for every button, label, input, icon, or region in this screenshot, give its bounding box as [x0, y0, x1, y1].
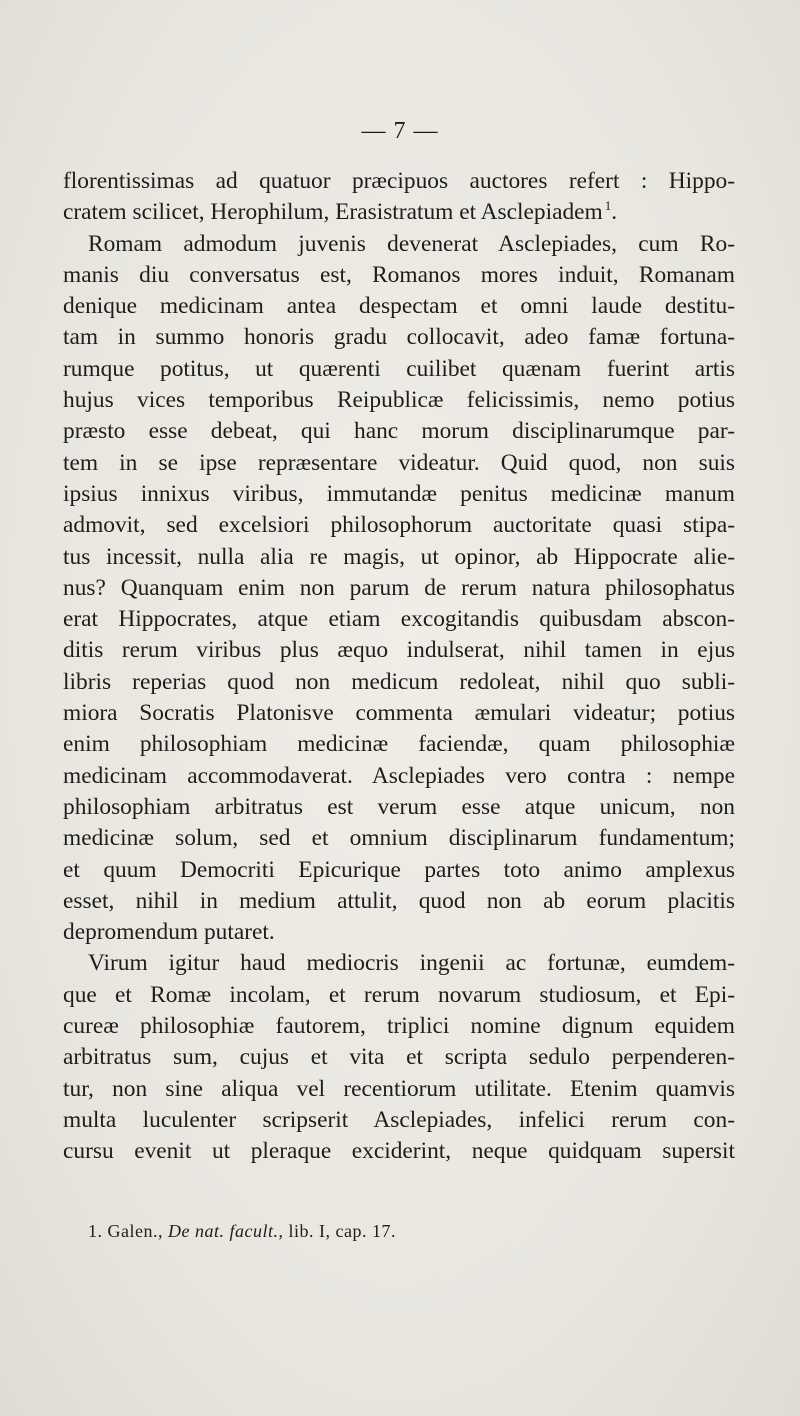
text-line: depromendum putaret. — [63, 919, 275, 946]
text-line: medicinam accommodaverat. Asclepiades vero contra : nempe — [63, 762, 735, 789]
text-line: enim philosophiam medicinæ faciendæ, quam philosophiæ — [63, 731, 735, 758]
text-line: hujus vices temporibus Reipublicæ felicissimis, nemo potius — [63, 387, 735, 414]
text-line: cratem scilicet, Herophilum, Erasistratum et Asclepiadem $^1$. — [63, 198, 618, 226]
text-line: cureæ philosophiæ fautorem, triplici nomine dignum equidem — [63, 1013, 735, 1040]
text-line: medicinæ solum, sed et omnium disciplinarum fundamentum; — [63, 825, 735, 852]
text-line: ipsius innixus viribus, immutandæ penitus medicinæ manum — [63, 480, 735, 507]
footnote — [88, 1221, 396, 1242]
text-line: erat Hippocrates, atque etiam excogitandis quibusdam abscon- — [63, 606, 735, 633]
text-line: ditis rerum viribus plus æquo indulserat, nihil tamen in ejus — [63, 637, 735, 664]
text-line: que et Romæ incolam, et rerum novarum studiosum, et Epi- — [63, 981, 735, 1008]
text-line: Romam admodum juvenis devenerat Asclepiades, cum Ro- — [88, 230, 735, 257]
text-line: tur, non sine aliqua vel recentiorum utilitate. Etenim quamvis — [63, 1075, 735, 1102]
footnote-separator: , — [278, 1221, 284, 1241]
text-line: rumque potitus, ut quærenti cuilibet quænam fuerint artis — [63, 355, 735, 382]
text-line: esset, nihil in medium attulit, quod non ab eorum placitis — [63, 887, 735, 914]
text-line: admovit, sed excelsiori philosophorum auctoritate quasi stipa- — [63, 512, 735, 539]
text-line: florentissimas ad quatuor præcipuos auctores refert : Hippo- — [63, 168, 735, 194]
text-line: denique medicinam antea despectam et omni laude destitu- — [63, 293, 735, 320]
footnote-author: Galen., — [107, 1221, 163, 1241]
text-line: philosophiam arbitratus est verum esse atque unicum, non — [63, 793, 735, 820]
text-line: tam in summo honoris gradu collocavit, adeo famæ fortuna- — [63, 324, 735, 351]
text-line: præsto esse debeat, qui hanc morum disciplinarumque par- — [63, 418, 735, 445]
text-line: cursu evenit ut pleraque exciderint, neque quidquam supersit — [63, 1138, 735, 1165]
text-line: manis diu conversatus est, Romanos mores induit, Romanam — [63, 261, 735, 288]
text-line: arbitratus sum, cujus et vita et scripta sedulo perpenderen- — [63, 1044, 735, 1071]
text-line: tus incessit, nulla alia re magis, ut opinor, ab Hippocrate alie- — [63, 543, 735, 570]
page-number: — 7 — — [361, 118, 439, 144]
text-line: libris reperias quod non medicum redoleat, nihil quo subli- — [63, 668, 735, 695]
text-line: Virum igitur haud mediocris ingenii ac fortunæ, eumdem- — [88, 950, 735, 977]
text-line: et quum Democriti Epicurique partes toto animo amplexus — [63, 856, 735, 883]
footnote-title: De nat. facult. — [167, 1221, 279, 1241]
text-line: multa luculenter scripserit Asclepiades, infelici rerum con- — [63, 1106, 735, 1133]
footnote-location: lib. I, cap. 17. — [288, 1221, 396, 1241]
text-line: nus? Quanquam enim non parum de rerum natura philosophatus — [63, 574, 735, 601]
footnote-number: 1. — [88, 1221, 103, 1241]
text-line: miora Socratis Platonisve commenta æmulari videatur; potius — [63, 700, 735, 727]
footnote-reference: 1 — [604, 198, 612, 214]
text-line: tem in se ipse repræsentare videatur. Quid quod, non suis — [63, 449, 735, 476]
body-text — [63, 166, 735, 1168]
